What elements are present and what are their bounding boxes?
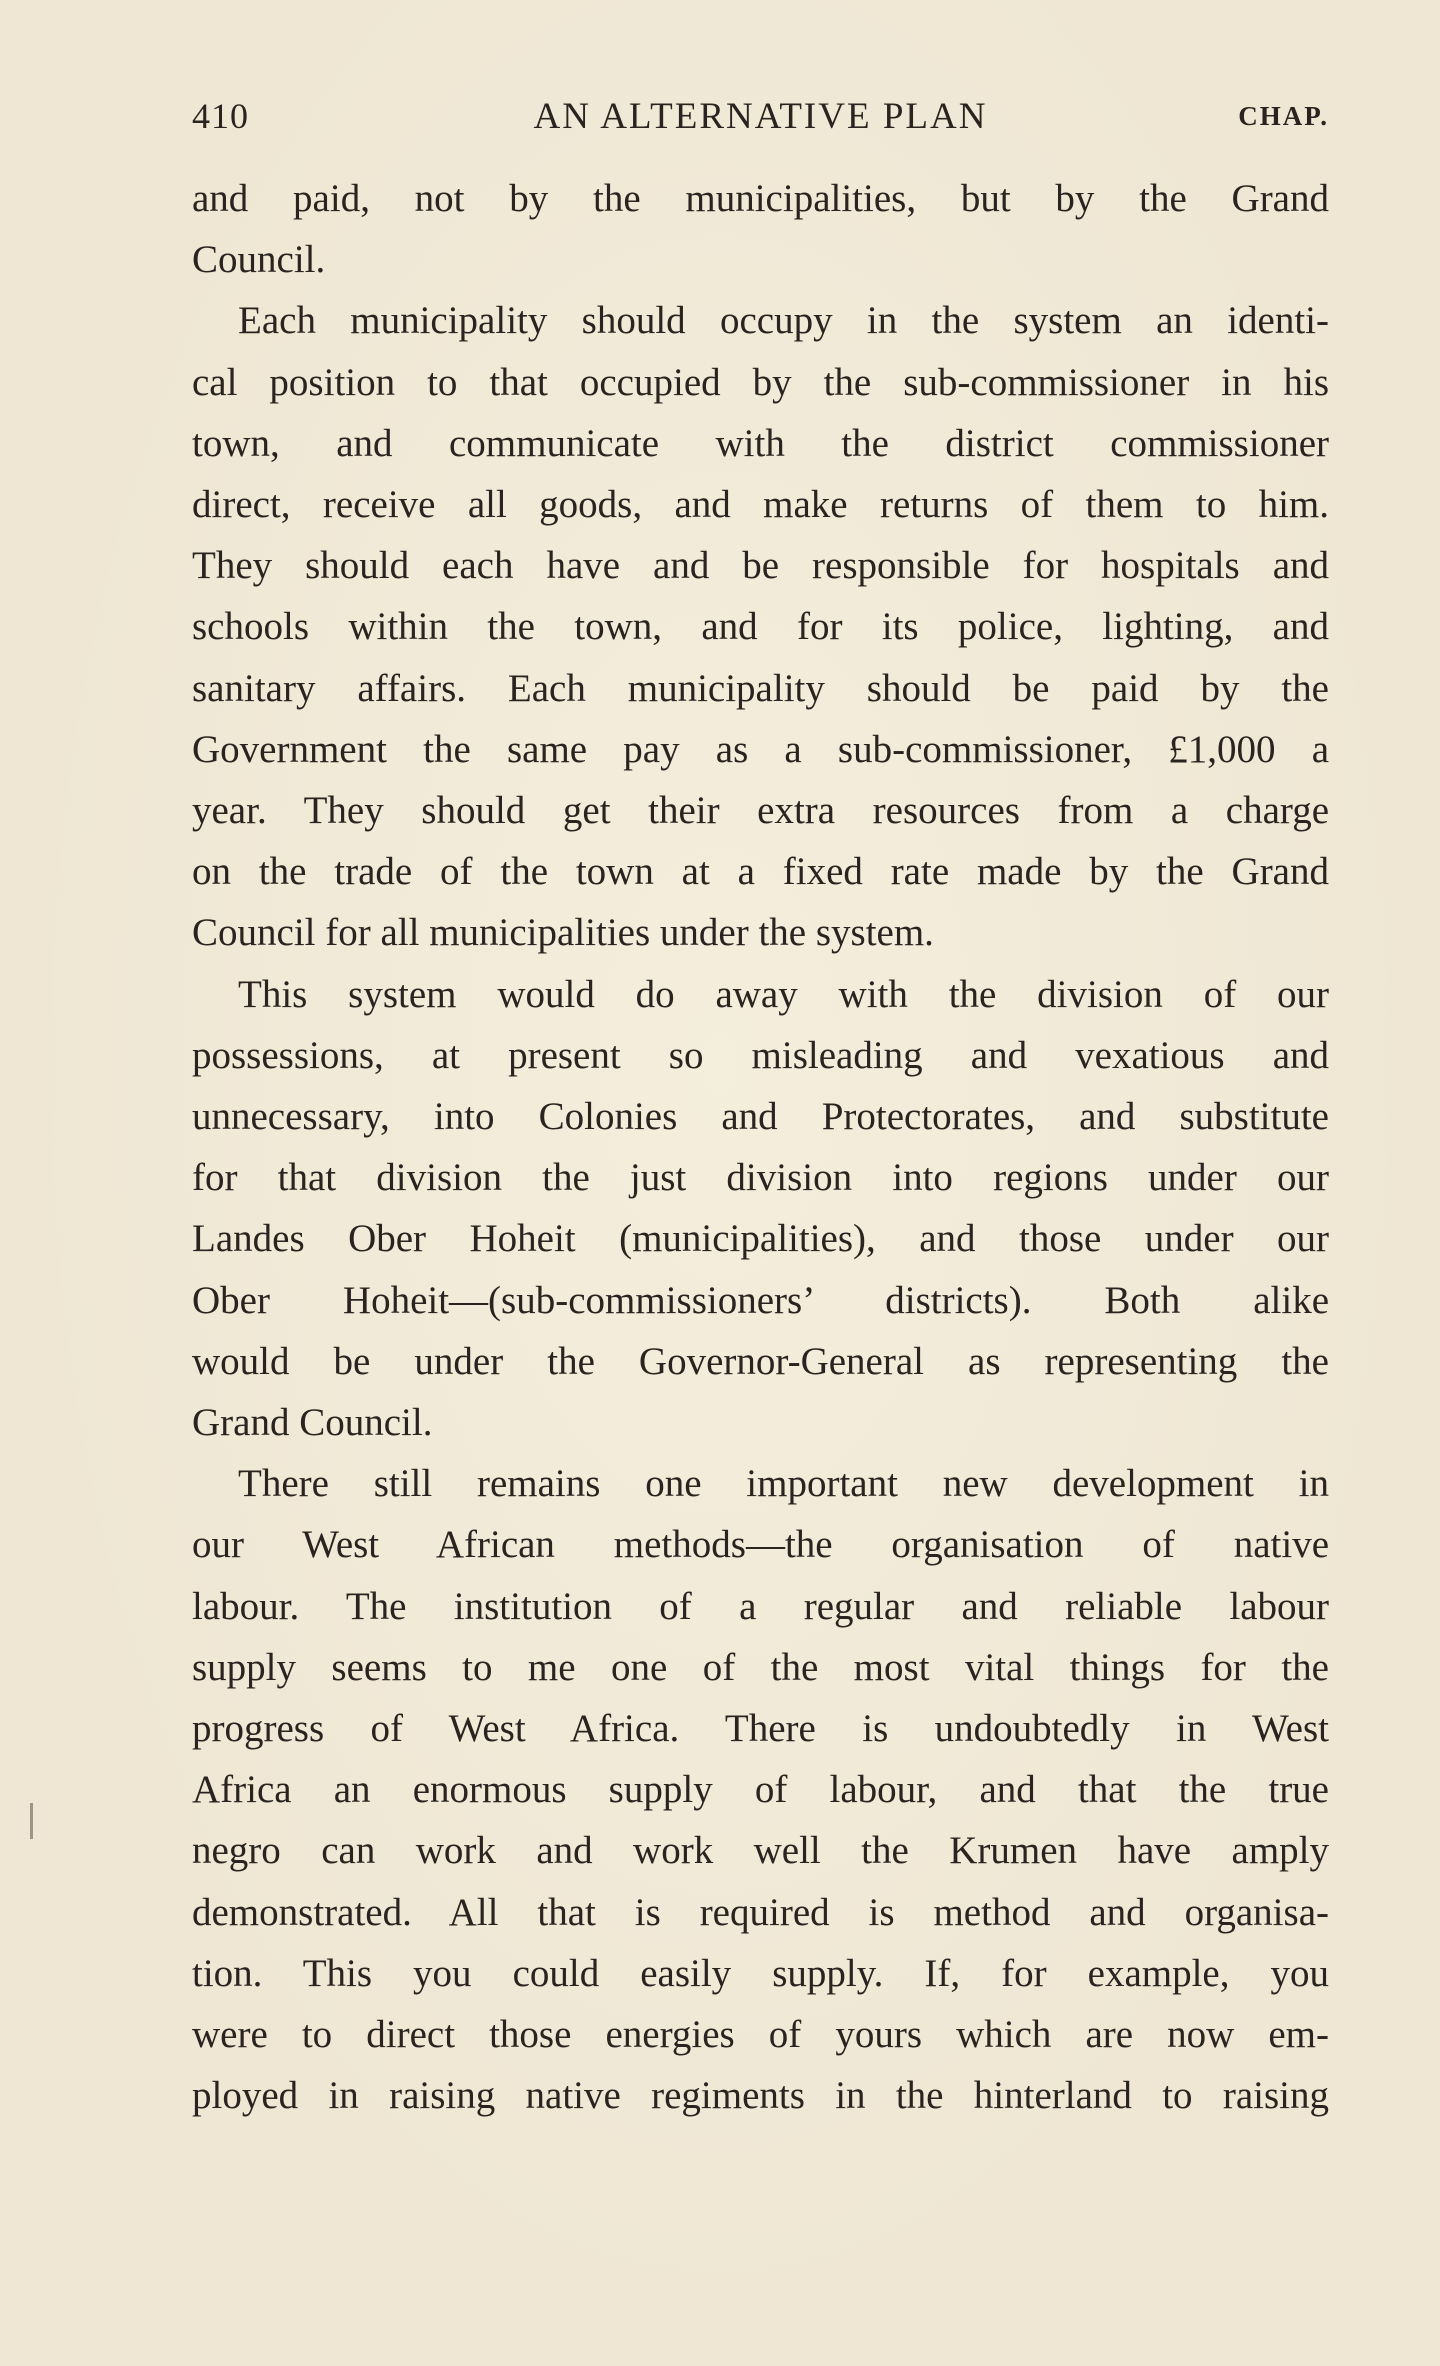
text-line: demonstrated. All that is required is method and organisa- [192, 1890, 1329, 1934]
text-line: Council. [192, 238, 326, 282]
text-line: This system would do away with the division of our [238, 972, 1329, 1016]
running-title: AN ALTERNATIVE PLAN [533, 95, 988, 137]
text-line: negro can work and work well the Krumen have amply [192, 1829, 1329, 1873]
text-line: tion. This you could easily supply. If, for example, you [192, 1951, 1329, 1995]
text-line: labour. The institution of a regular and reliable labour [192, 1584, 1329, 1628]
text-line: Landes Ober Hoheit (municipalities), and those under our [192, 1217, 1329, 1261]
margin-mark [30, 1803, 33, 1839]
text-line: Government the same pay as a sub-commissioner, £1,000 a [192, 727, 1329, 771]
text-line: Grand Council. [192, 1401, 433, 1445]
text-line: ployed in raising native regiments in the hinterland to raising [192, 2074, 1329, 2118]
text-line: were to direct those energies of yours which are now em- [192, 2013, 1329, 2057]
page-number: 410 [192, 96, 249, 136]
text-line: Ober Hoheit—(sub-commissioners’ districts). Both alike [192, 1278, 1329, 1322]
text-line: unnecessary, into Colonies and Protectorates, and substitute [192, 1095, 1329, 1139]
text-line: They should each have and be responsible for hospitals and [192, 544, 1329, 588]
text-line: possessions, at present so misleading and vexatious and [192, 1033, 1329, 1077]
text-line: town, and communicate with the district commissioner [192, 421, 1329, 465]
text-line: our West African methods—the organisation of native [192, 1523, 1329, 1567]
chapter-abbreviation: CHAP. [1238, 100, 1329, 131]
text-line: Each municipality should occupy in the system an identi- [238, 299, 1329, 343]
text-line: year. They should get their extra resources from a charge [192, 789, 1329, 833]
text-line: There still remains one important new development in [238, 1462, 1329, 1506]
text-line: Africa an enormous supply of labour, and that the true [192, 1768, 1329, 1812]
text-line: supply seems to me one of the most vital things for the [192, 1645, 1329, 1689]
text-line: would be under the Governor-General as representing the [192, 1339, 1329, 1383]
text-line: direct, receive all goods, and make returns of them to him. [192, 483, 1329, 527]
text-line: Council for all municipalities under the system. [192, 911, 934, 955]
text-line: schools within the town, and for its police, lighting, and [192, 605, 1329, 649]
body-text [192, 168, 1329, 2127]
text-line: for that division the just division into regions under our [192, 1156, 1329, 1200]
text-line: on the trade of the town at a fixed rate made by the Grand [192, 850, 1329, 894]
text-line: cal position to that occupied by the sub-commissioner in his [192, 360, 1329, 404]
text-line: and paid, not by the municipalities, but by the Grand [192, 177, 1329, 220]
text-line: progress of West Africa. There is undoubtedly in West [192, 1707, 1329, 1751]
page-header [192, 88, 1329, 144]
text-line: sanitary affairs. Each municipality should be paid by the [192, 666, 1329, 710]
